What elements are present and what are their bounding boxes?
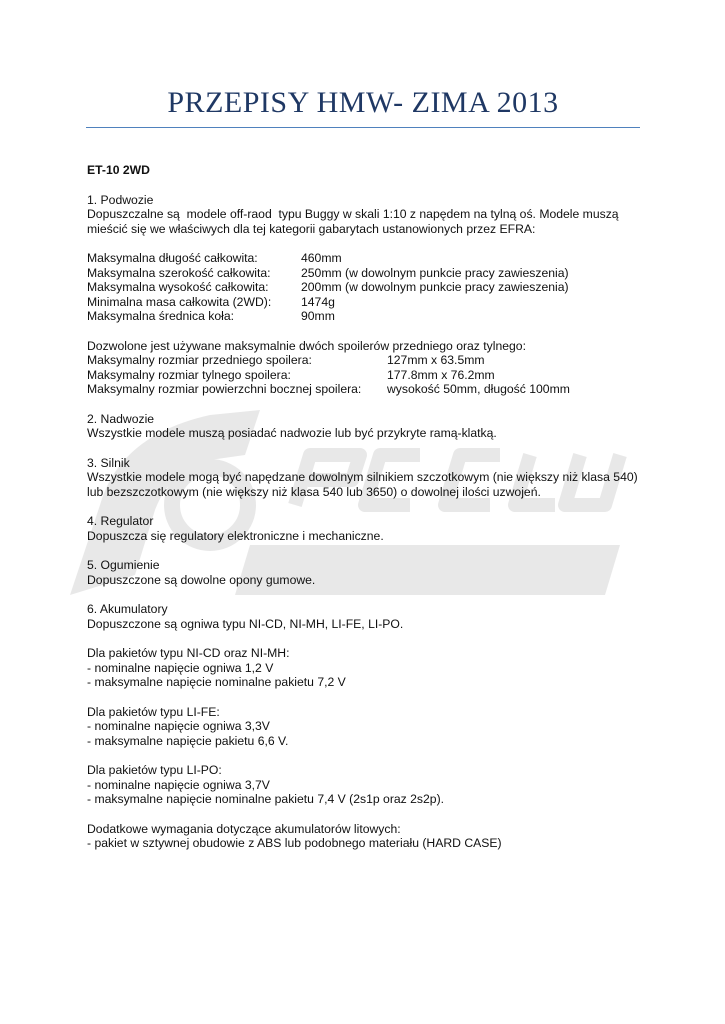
spoiler-label: Maksymalny rozmiar przedniego spoilera: [87,353,312,367]
section-heading-body: 2. Nadwozie [87,411,155,426]
section-heading-regulator: 4. Regulator [87,514,154,528]
spec-row [87,295,647,310]
battery-group-line: - maksymalne napięcie nominalne pakietu 7,4 V (2s1p oraz 2s2p). [87,792,445,806]
spec-row [87,251,647,266]
spec-value: 90mm [301,309,335,323]
spec-row [87,309,647,324]
battery-group-line: - maksymalne napięcie nominalne pakietu 7,2 V [87,675,346,689]
body-text-line: Wszystkie modele muszą posiadać nadwozie lub być przykryte ramą-klatką. [87,426,497,440]
spoiler-row [87,368,647,383]
section-heading-motor: 3. Silnik [87,455,130,470]
section-heading-tires: 5. Ogumienie [87,558,160,572]
spoiler-label: Maksymalny rozmiar powierzchni bocznej spoilera: [87,382,362,396]
spec-value: 200mm (w dowolnym punkcie pracy zawieszenia) [301,280,569,294]
motor-text-line: lub bezszczotkowym (nie większy niż klasa 540 lub 3650) o dowolnej ilości uzwojeń. [87,484,541,499]
motor-text-line: Wszystkie modele mogą być napędzane dowolnym silnikiem szczotkowym (nie większy niż klasa 540) [87,470,638,484]
battery-group-line: - nominalne napięcie ogniwa 1,2 V [87,660,274,675]
title-rule [86,127,640,128]
battery-group-title: Dla pakietów typu NI-CD oraz NI-MH: [87,646,290,660]
spec-label: Maksymalna długość całkowita: [87,251,258,265]
spec-label: Maksymalna średnica koła: [87,309,234,323]
spoiler-intro: Dozwolone jest używane maksymalnie dwóch spoilerów przedniego oraz tylnego: [87,338,526,353]
battery-group-line: - nominalne napięcie ogniwa 3,3V [87,719,270,733]
chassis-text-line: mieścić się we właściwych dla tej kategorii gabarytach ustanowionych przez EFRA: [87,221,536,236]
spec-value: 1474g [301,294,335,309]
class-heading: ET-10 2WD [87,163,150,177]
battery-group-title: Dla pakietów typu LI-PO: [87,763,222,777]
page-title: PRZEPISY HMW- ZIMA 2013 [167,86,559,119]
batteries-text-line: Dopuszczone są ogniwa typu NI-CD, NI-MH, LI-FE, LI-PO. [87,616,404,631]
section-heading-chassis: 1. Podwozie [87,192,154,207]
spoiler-row [87,382,647,397]
chassis-text-line: Dopuszczalne są modele off-raod typu Buggy w skali 1:10 z napędem na tylną oś. Modele muszą [87,207,619,221]
battery-group-title: Dla pakietów typu LI-FE: [87,704,220,719]
spec-label: Maksymalna szerokość całkowita: [87,265,271,280]
battery-group-line: - nominalne napięcie ogniwa 3,7V [87,777,270,792]
spec-row [87,266,647,281]
battery-group-line: - maksymalne napięcie pakietu 6,6 V. [87,733,289,748]
spec-label: Minimalna masa całkowita (2WD): [87,294,272,309]
battery-group-line: - pakiet w sztywnej obudowie z ABS lub podobnego materiału (HARD CASE) [87,836,502,850]
battery-group-title: Dodatkowe wymagania dotyczące akumulatorów litowych: [87,821,401,836]
document-body [87,163,647,851]
spec-row [87,280,647,295]
spoiler-value: wysokość 50mm, długość 100mm [387,382,570,396]
spoiler-value: 177.8mm x 76.2mm [387,367,495,382]
spoiler-label: Maksymalny rozmiar tylnego spoilera: [87,367,291,382]
regulator-text-line: Dopuszcza się regulatory elektroniczne i mechaniczne. [87,528,384,543]
spoiler-row [87,353,647,368]
spoiler-value: 127mm x 63.5mm [387,353,485,367]
spec-value: 250mm (w dowolnym punkcie pracy zawieszenia) [301,265,569,280]
section-heading-batteries: 6. Akumulatory [87,602,168,616]
spec-label: Maksymalna wysokość całkowita: [87,280,269,294]
tires-text-line: Dopuszczone są dowolne opony gumowe. [87,572,316,587]
spec-value: 460mm [301,251,342,265]
